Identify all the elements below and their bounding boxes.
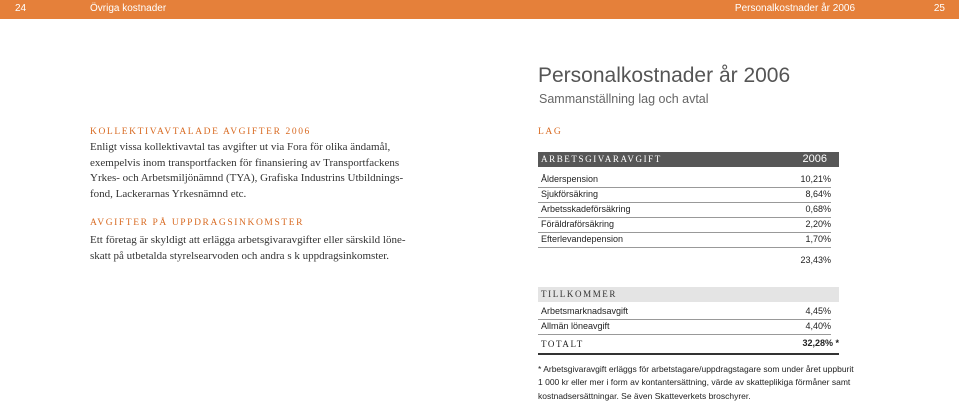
page-title: Personalkostnader år 2006 bbox=[538, 64, 791, 87]
section-title-left: Övriga kostnader bbox=[90, 3, 167, 14]
page-number-right: 25 bbox=[933, 3, 945, 14]
kollektivavtal-paragraph bbox=[90, 140, 435, 202]
row-value: 2,20% bbox=[805, 219, 831, 229]
row-name: Sjukförsäkring bbox=[541, 189, 599, 199]
table-row bbox=[538, 172, 831, 188]
uppdragsinkomster-heading: AVGIFTER PÅ UPPDRAGSINKOMSTER bbox=[90, 218, 305, 228]
uppdragsinkomster-paragraph bbox=[90, 233, 435, 264]
table-row bbox=[538, 187, 831, 203]
total-value: 32,28% * bbox=[802, 338, 839, 348]
footnote bbox=[538, 363, 856, 403]
total-row bbox=[538, 337, 839, 355]
footnote-line: * Arbetsgivaravgift erläggs för arbetstagare/uppdragstagare som under året uppburit bbox=[538, 364, 854, 374]
row-value: 1,70% bbox=[805, 234, 831, 244]
paragraph-line: Ett företag är skyldigt att erlägga arbetsgivaravgifter eller särskild löne- bbox=[90, 234, 406, 246]
table-row bbox=[538, 232, 831, 248]
row-value: 10,21% bbox=[800, 174, 831, 184]
paragraph-line: Enligt vissa kollektivavtal tas avgifter ut via Fora för olika ändamål, bbox=[90, 141, 391, 153]
page-subtitle: Sammanställning lag och avtal bbox=[539, 92, 709, 106]
row-name: Arbetsmarknadsavgift bbox=[541, 306, 629, 316]
arbetsgivaravgift-label: ARBETSGIVARAVGIFT bbox=[541, 154, 662, 164]
lag-heading: LAG bbox=[538, 127, 563, 137]
sum-value: 23,43% bbox=[800, 255, 831, 265]
row-name: Ålderspension bbox=[541, 174, 599, 184]
row-name: Föräldraförsäkring bbox=[541, 219, 615, 229]
row-value: 4,45% bbox=[805, 306, 831, 316]
section-title-right: Personalkostnader år 2006 bbox=[734, 3, 855, 14]
total-label: TOTALT bbox=[541, 339, 584, 349]
table-row bbox=[538, 202, 831, 218]
row-name: Allmän löneavgift bbox=[541, 321, 610, 331]
paragraph-line: Yrkes- och Arbetsmiljönämnd (TYA), Grafiska Industrins Utbildnings- bbox=[90, 172, 404, 185]
paragraph-line: skatt på utbetalda styrelsearvoden och andra s k uppdragsinkomster. bbox=[90, 249, 390, 262]
footnote-line: 1 000 kr eller mer i form av kontantersättning, värde av skatteplikiga förmåner samt bbox=[538, 377, 851, 388]
table-row bbox=[538, 217, 831, 233]
row-value: 0,68% bbox=[805, 204, 831, 214]
kollektivavtal-heading: KOLLEKTIVAVTALADE AVGIFTER 2006 bbox=[90, 127, 311, 137]
page-header-bar bbox=[0, 0, 959, 19]
table-row bbox=[538, 304, 831, 320]
tillkommer-header bbox=[538, 287, 839, 302]
row-name: Arbetsskadeförsäkring bbox=[541, 204, 631, 214]
footnote-line: kostnadsersättningar. Se även Skatteverkets broschyrer. bbox=[538, 390, 751, 401]
paragraph-line: exempelvis inom transportfacken för finansiering av Transportfackens bbox=[90, 156, 400, 169]
year-label: 2006 bbox=[802, 153, 827, 165]
tillkommer-label: TILLKOMMER bbox=[541, 289, 617, 299]
row-value: 8,64% bbox=[805, 189, 831, 199]
paragraph-line: fond, Lackerarnas Yrkesnämnd etc. bbox=[90, 187, 247, 200]
page-number-left: 24 bbox=[15, 3, 27, 14]
arbetsgivaravgift-header bbox=[538, 152, 839, 167]
row-value: 4,40% bbox=[805, 321, 831, 331]
row-name: Efterlevandepension bbox=[541, 234, 624, 244]
table-row bbox=[538, 319, 831, 335]
